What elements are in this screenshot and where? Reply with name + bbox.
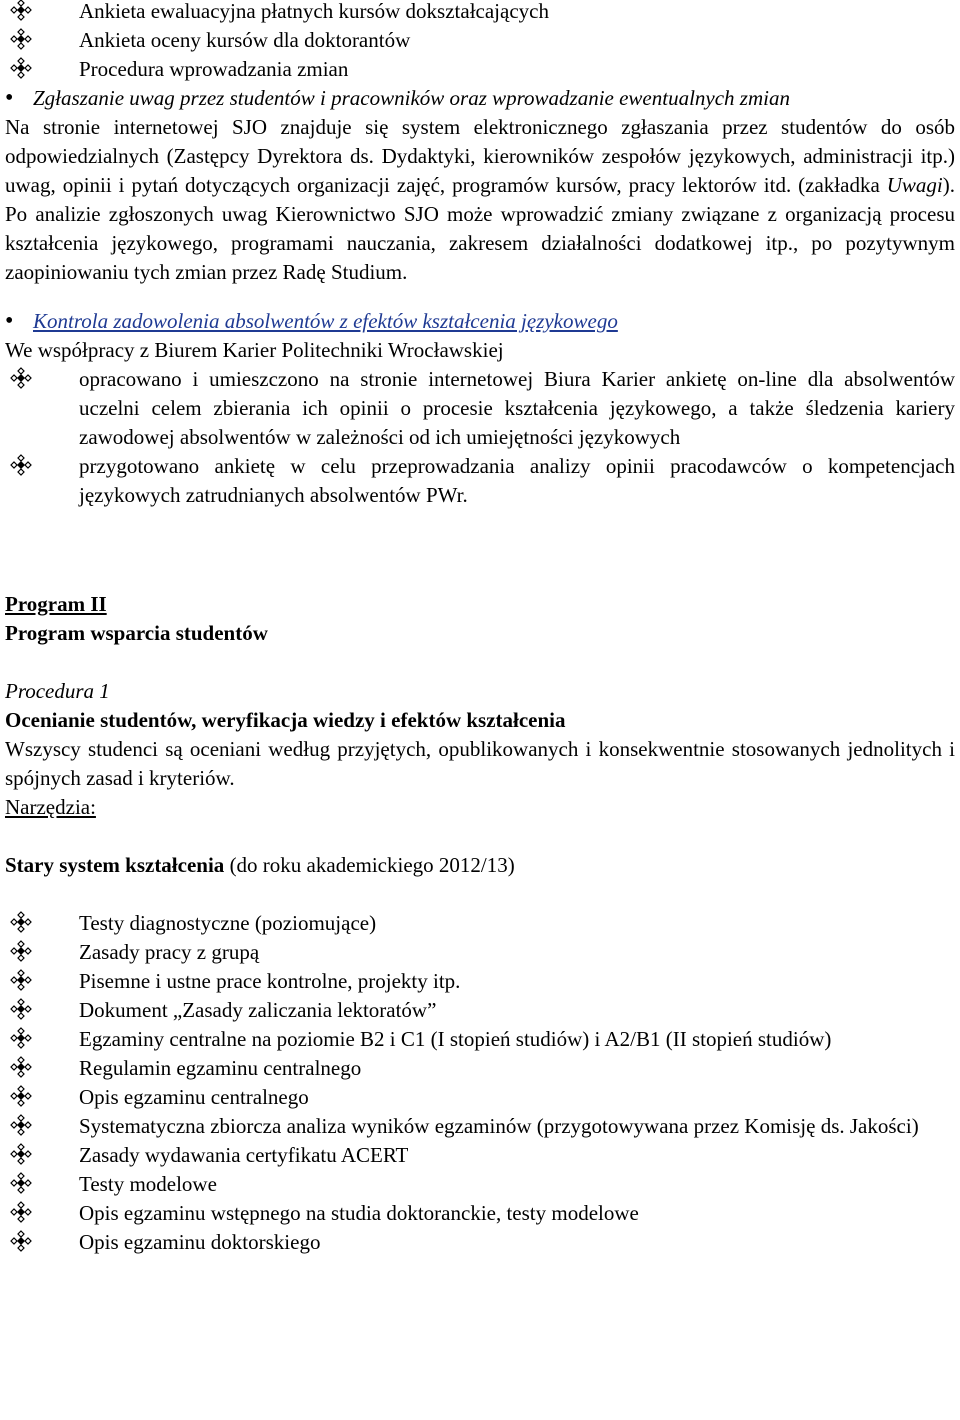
diamond-quad-icon <box>10 1201 32 1223</box>
tool-item-text: Systematyczna zbiorcza analiza wyników egzaminów (przygotowywana przez Komisję ds. Jakości) <box>79 1114 919 1138</box>
diamond-quad-icon <box>10 454 32 476</box>
graduates-item-text: przygotowano ankietę w celu przeprowadzania analizy opinii pracodawców o kompetencjach językowych zatrudnianych absolwentów PWr. <box>79 454 955 507</box>
tool-item <box>5 1199 955 1228</box>
bullet-icon: • <box>5 85 14 111</box>
tool-item <box>5 1112 955 1141</box>
tool-item <box>5 909 955 938</box>
tool-item-text: Opis egzaminu wstępnego na studia doktoranckie, testy modelowe <box>79 1201 639 1225</box>
old-system-period: (do roku akademickiego 2012/13) <box>224 853 515 877</box>
diamond-quad-icon <box>10 1114 32 1136</box>
survey-item-text: Ankieta ewaluacyjna płatnych kursów dokształcających <box>79 0 549 23</box>
diamond-quad-icon <box>10 940 32 962</box>
procedure-title: Ocenianie studentów, weryfikacja wiedzy i efektów kształcenia <box>5 708 566 732</box>
section-feedback-paragraph <box>5 113 955 287</box>
paragraph-text-end: ). Po analizie zgłoszonych uwag Kierownictwo SJO może wprowadzić zmiany związane z organizacją procesu kształcenia językowego, programami nauczania, zakresem działalności dodatkowej itp., po pozytywnym zaopiniowaniu tych zmian przez Radę Studium. <box>5 173 955 284</box>
tool-item-text: Opis egzaminu doktorskiego <box>79 1230 321 1254</box>
tool-item-text: Egzaminy centralne na poziomie B2 i C1 (I stopień studiów) i A2/B1 (II stopień studiów) <box>79 1027 832 1051</box>
paragraph-tab-name: Uwagi <box>886 173 943 197</box>
survey-item <box>5 26 955 55</box>
document <box>5 0 955 1257</box>
tool-item <box>5 996 955 1025</box>
tool-item <box>5 1083 955 1112</box>
section-feedback-heading: Zgłaszanie uwag przez studentów i pracowników oraz wprowadzanie ewentualnych zmian <box>33 86 790 110</box>
tool-item-text: Zasady pracy z grupą <box>79 940 260 964</box>
diamond-quad-icon <box>10 1172 32 1194</box>
section-graduates <box>5 307 955 336</box>
diamond-quad-icon <box>10 1056 32 1078</box>
diamond-quad-icon <box>10 969 32 991</box>
section-graduates-heading[interactable]: Kontrola zadowolenia absolwentów z efektów kształcenia językowego <box>33 309 618 333</box>
tool-item <box>5 1025 955 1054</box>
diamond-quad-icon <box>10 998 32 1020</box>
section-graduates-intro: We współpracy z Biurem Karier Politechniki Wrocławskiej <box>5 338 504 362</box>
diamond-quad-icon <box>10 57 32 79</box>
diamond-quad-icon <box>10 28 32 50</box>
procedure-text: Wszyscy studenci są oceniani według przyjętych, opublikowanych i konsekwentnie stosowanych jednolitych i spójnych zasad i kryteriów. <box>5 737 955 790</box>
graduates-item-text: opracowano i umieszczono na stronie internetowej Biura Karier ankietę on-line dla absolwentów uczelni celem zbierania ich opinii o procesie kształcenia językowego, a także śledzenia kariery zawodowej absolwentów w zależności od ich umiejętności językowych <box>79 367 955 449</box>
tool-item <box>5 1170 955 1199</box>
diamond-quad-icon <box>10 911 32 933</box>
survey-item-text: Procedura wprowadzania zmian <box>79 57 349 81</box>
tool-item-text: Dokument „Zasady zaliczania lektoratów” <box>79 998 437 1022</box>
tool-item <box>5 938 955 967</box>
bullet-icon: • <box>5 308 14 334</box>
survey-item-text: Ankieta oceny kursów dla doktorantów <box>79 28 411 52</box>
diamond-quad-icon <box>10 1085 32 1107</box>
tool-item-text: Testy diagnostyczne (poziomujące) <box>79 911 377 935</box>
graduates-item <box>5 365 955 452</box>
tool-item-text: Testy modelowe <box>79 1172 217 1196</box>
survey-item <box>5 55 955 84</box>
tool-item-text: Opis egzaminu centralnego <box>79 1085 309 1109</box>
diamond-quad-icon <box>10 367 32 389</box>
tool-item <box>5 967 955 996</box>
tool-item <box>5 1228 955 1257</box>
diamond-quad-icon <box>10 0 32 21</box>
program-title: Program II <box>5 592 107 616</box>
paragraph-text: Na stronie internetowej SJO znajduje się system elektronicznego zgłaszania przez studentów do osób odpowiedzialnych (Zastępcy Dyrektora ds. Dydaktyki, kierowników zespołów językowych, administracji itp.) uwag, opinii i pytań dotyczących organizacji zajęć, programów kursów, pracy lektorów itd. (zakładka <box>5 115 955 197</box>
survey-item <box>5 0 955 26</box>
tool-item-text: Pisemne i ustne prace kontrolne, projekty itp. <box>79 969 461 993</box>
diamond-quad-icon <box>10 1027 32 1049</box>
procedure-label: Procedura 1 <box>5 679 110 703</box>
tool-item-text: Zasady wydawania certyfikatu ACERT <box>79 1143 409 1167</box>
graduates-list <box>5 365 955 510</box>
old-system-list <box>5 909 955 1257</box>
diamond-quad-icon <box>10 1230 32 1252</box>
section-feedback <box>5 84 955 113</box>
tool-item <box>5 1141 955 1170</box>
tool-item <box>5 1054 955 1083</box>
tools-label: Narzędzia: <box>5 795 96 819</box>
tool-item-text: Regulamin egzaminu centralnego <box>79 1056 362 1080</box>
graduates-item <box>5 452 955 510</box>
diamond-quad-icon <box>10 1143 32 1165</box>
top-list <box>5 0 955 84</box>
old-system-heading <box>5 851 955 880</box>
program-subtitle: Program wsparcia studentów <box>5 621 268 645</box>
old-system-title: Stary system kształcenia <box>5 853 225 877</box>
